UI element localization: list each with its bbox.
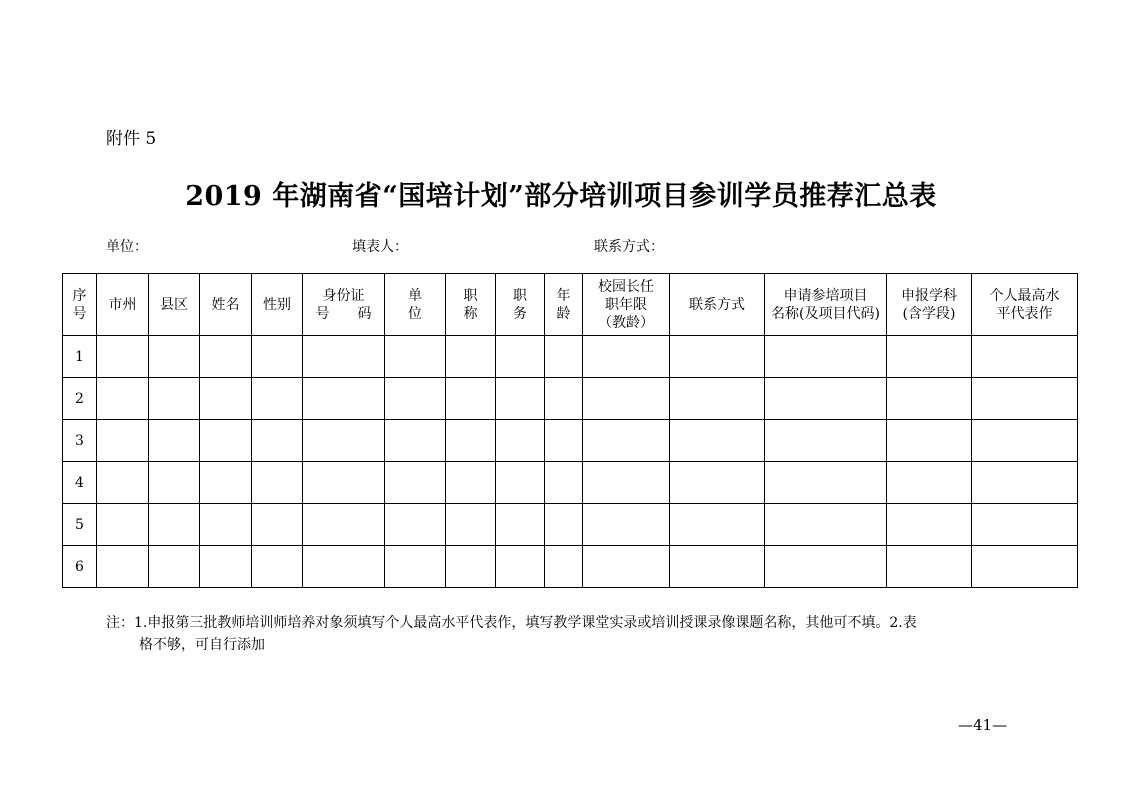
table-cell [252,420,303,462]
table-cell [385,336,446,378]
table-cell [583,378,670,420]
table-cell [446,378,496,420]
column-header-text: （教龄） [598,314,654,331]
table-cell [583,546,670,588]
table-cell [200,420,252,462]
column-header [303,274,385,336]
table-cell [496,378,545,420]
table-cell [887,378,972,420]
column-header-text: 职年限 [605,296,647,313]
table-cell [446,420,496,462]
footnote-line-2: 格不够，可自行添加 [139,637,265,653]
table-cell [385,546,446,588]
filler-field-label: 填表人： [352,239,408,255]
column-header-text: (含学段) [902,305,956,322]
table-cell [583,462,670,504]
table-cell [97,336,149,378]
table-cell [887,462,972,504]
table-row [63,336,1078,378]
table-cell [670,546,765,588]
table-cell [887,420,972,462]
table-cell [670,462,765,504]
table-cell [446,504,496,546]
table-cell [385,420,446,462]
column-header-text: 年 [556,287,571,304]
table-cell [972,504,1078,546]
unit-field-label: 单位： [106,239,148,255]
column-header-text: 申请参培项目 [783,287,868,304]
table-cell [97,420,149,462]
table-cell [670,504,765,546]
table-cell [972,378,1078,420]
table-cell [496,462,545,504]
column-header [496,274,545,336]
column-header [446,274,496,336]
table-cell [252,378,303,420]
table-cell [252,462,303,504]
table-cell [303,378,385,420]
table-cell [583,336,670,378]
column-header-text: 个人最高水 [989,287,1060,304]
column-header [149,274,200,336]
table-cell [972,420,1078,462]
column-header [63,274,97,336]
table-cell [583,420,670,462]
column-header-text: 性别 [263,296,291,313]
table-cell [303,504,385,546]
table-cell [765,420,887,462]
column-header [252,274,303,336]
table-cell [972,546,1078,588]
table-cell [200,546,252,588]
table-cell [446,546,496,588]
column-header-text: 联系方式 [689,296,745,313]
table-row [63,462,1078,504]
column-header-text: 职 [513,287,527,304]
table-cell [200,336,252,378]
table-row [63,546,1078,588]
column-header-text: 序 [72,287,87,304]
table-cell [765,504,887,546]
table-cell [97,378,149,420]
column-header [200,274,252,336]
table-cell [545,378,583,420]
page-number: —41— [958,716,1008,734]
column-header-text: 姓名 [211,296,240,313]
table-row [63,378,1078,420]
table-cell [303,546,385,588]
table-cell [765,336,887,378]
column-header-text: 单 [408,287,422,304]
table-cell [303,336,385,378]
column-header-text: 市州 [108,296,137,313]
table-cell [200,462,252,504]
table-cell [545,420,583,462]
table-cell [149,378,200,420]
table-cell [670,378,765,420]
table-row [63,420,1078,462]
table-cell [385,462,446,504]
table-cell [887,504,972,546]
column-header [97,274,149,336]
table-cell [496,336,545,378]
table-cell [887,546,972,588]
table-cell [149,462,200,504]
table-cell [670,336,765,378]
column-header [670,274,765,336]
row-number: 1 [63,336,97,378]
table-cell [972,336,1078,378]
table-cell [97,546,149,588]
column-header-text: 务 [513,305,527,322]
column-header-text: 校园长任 [598,278,654,295]
table-cell [446,336,496,378]
attachment-label: 附件 5 [106,129,157,149]
column-header [385,274,446,336]
table-cell [545,462,583,504]
column-header-text: 县区 [160,296,188,313]
table-cell [545,504,583,546]
table-cell [385,378,446,420]
table-cell [765,378,887,420]
column-header-text: 名称(及项目代码) [771,305,880,322]
table-cell [252,336,303,378]
table-cell [496,546,545,588]
column-header [887,274,972,336]
column-header [972,274,1078,336]
row-number: 3 [63,420,97,462]
table-cell [149,336,200,378]
footnote-line-1: 注：1.申报第三批教师培训师培养对象须填写个人最高水平代表作，填写教学课堂实录或培训授课录像课题名称，其他可不填。2.表 [106,615,917,631]
column-header-text: 号 码 [315,305,372,322]
table-cell [972,462,1078,504]
row-number: 5 [63,504,97,546]
table-cell [149,546,200,588]
table-cell [97,504,149,546]
table-cell [252,546,303,588]
table-cell [496,504,545,546]
column-header-text: 龄 [556,305,571,322]
recommendation-table [62,273,1078,588]
column-header [765,274,887,336]
row-number: 6 [63,546,97,588]
table-cell [670,420,765,462]
column-header-text: 位 [408,305,422,322]
table-cell [149,420,200,462]
document-title: 2019 年湖南省“国培计划”部分培训项目参训学员推荐汇总表 [185,181,937,212]
table-cell [303,420,385,462]
row-number: 2 [63,378,97,420]
table-cell [446,462,496,504]
column-header-text: 号 [72,305,87,322]
table-cell [765,462,887,504]
column-header [545,274,583,336]
table-cell [887,336,972,378]
column-header-text: 职 [463,287,478,304]
table-cell [496,420,545,462]
column-header-text: 称 [463,305,478,322]
table-row [63,504,1078,546]
table-cell [200,378,252,420]
column-header [583,274,670,336]
table-cell [200,504,252,546]
contact-field-label: 联系方式： [594,239,664,255]
table-cell [149,504,200,546]
table-cell [545,336,583,378]
table-cell [303,462,385,504]
table-cell [545,546,583,588]
table-cell [385,504,446,546]
row-number: 4 [63,462,97,504]
table-cell [583,504,670,546]
column-header-text: 平代表作 [996,305,1053,322]
table-cell [252,504,303,546]
column-header-text: 身份证 [322,287,365,304]
table-cell [97,462,149,504]
table-cell [765,546,887,588]
table-header-row [63,274,1078,336]
footnote [106,612,1036,656]
column-header-text: 申报学科 [901,287,957,304]
